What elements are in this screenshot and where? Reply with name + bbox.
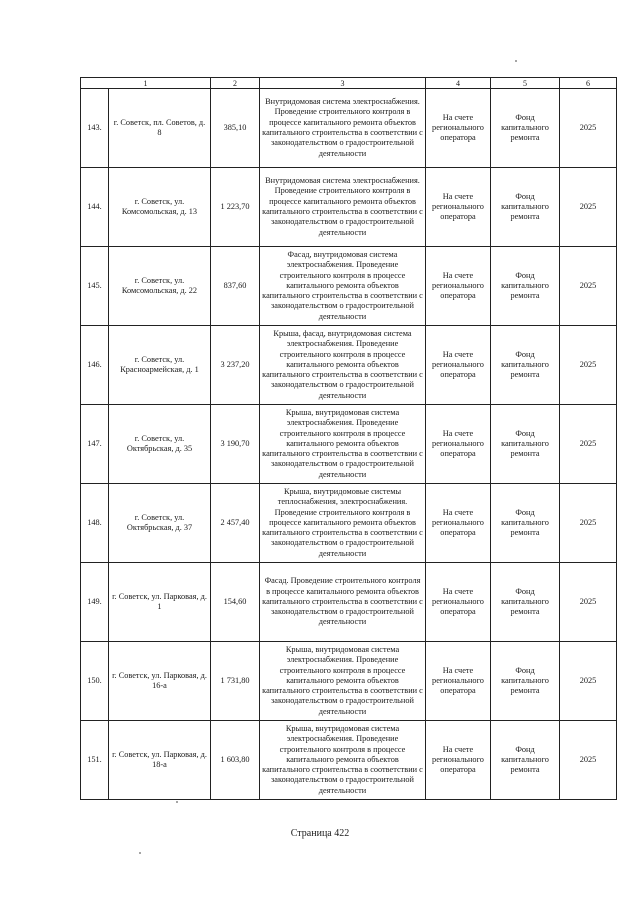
address-cell: г. Советск, ул. Комсомольская, д. 13	[109, 168, 211, 247]
column-number-6: 6	[560, 78, 617, 89]
table-row	[81, 721, 617, 800]
row-number: 145.	[81, 247, 109, 326]
works-cell: Внутридомовая система электроснабжения. Проведение строительного контроля в процессе капитального ремонта объектов капитального строительства в соответствии с законодательством о градостроительной деятельности	[260, 168, 426, 247]
year-cell: 2025	[560, 247, 617, 326]
row-number: 148.	[81, 484, 109, 563]
area-cell: 154,60	[211, 563, 260, 642]
fund-cell: Фонд капитального ремонта	[491, 642, 560, 721]
row-number: 146.	[81, 326, 109, 405]
area-cell: 3 190,70	[211, 405, 260, 484]
funding-source-cell: На счете регионального оператора	[426, 484, 491, 563]
works-cell: Крыша, внутридомовые системы теплоснабжения, электроснабжения. Проведение строительного контроля в процессе капитального ремонта объектов капитального строительства в соответствии с законодательством о градостроительной деятельности	[260, 484, 426, 563]
fund-cell: Фонд капитального ремонта	[491, 484, 560, 563]
funding-source-cell: На счете регионального оператора	[426, 326, 491, 405]
fund-cell: Фонд капитального ремонта	[491, 563, 560, 642]
column-number-2: 2	[211, 78, 260, 89]
table-row	[81, 405, 617, 484]
table-row	[81, 326, 617, 405]
year-cell: 2025	[560, 89, 617, 168]
table-row	[81, 484, 617, 563]
funding-source-cell: На счете регионального оператора	[426, 721, 491, 800]
fund-cell: Фонд капитального ремонта	[491, 326, 560, 405]
row-number: 144.	[81, 168, 109, 247]
fund-cell: Фонд капитального ремонта	[491, 405, 560, 484]
area-cell: 385,10	[211, 89, 260, 168]
fund-cell: Фонд капитального ремонта	[491, 89, 560, 168]
column-number-1: 1	[81, 78, 211, 89]
row-number: 150.	[81, 642, 109, 721]
scan-speck	[515, 60, 517, 62]
works-cell: Внутридомовая система электроснабжения. Проведение строительного контроля в процессе капитального ремонта объектов капитального строительства в соответствии с законодательством о градостроительной деятельности	[260, 89, 426, 168]
repair-program-table	[80, 77, 617, 800]
column-number-row	[81, 78, 617, 89]
table-row	[81, 168, 617, 247]
table-row	[81, 642, 617, 721]
area-cell: 1 731,80	[211, 642, 260, 721]
address-cell: г. Советск, ул. Парковая, д. 18-а	[109, 721, 211, 800]
works-cell: Фасад. Проведение строительного контроля в процессе капитального ремонта объектов капитального строительства в соответствии с законодательством о градостроительной деятельности	[260, 563, 426, 642]
year-cell: 2025	[560, 405, 617, 484]
scan-speck	[139, 852, 141, 854]
area-cell: 837,60	[211, 247, 260, 326]
year-cell: 2025	[560, 326, 617, 405]
column-number-5: 5	[491, 78, 560, 89]
table-row	[81, 89, 617, 168]
row-number: 143.	[81, 89, 109, 168]
address-cell: г. Советск, ул. Октябрьская, д. 37	[109, 484, 211, 563]
row-number: 149.	[81, 563, 109, 642]
year-cell: 2025	[560, 563, 617, 642]
works-cell: Крыша, фасад, внутридомовая система электроснабжения. Проведение строительного контроля в процессе капитального ремонта объектов капитального строительства в соответствии с законодательством о градостроительной деятельности	[260, 326, 426, 405]
works-cell: Крыша, внутридомовая система электроснабжения. Проведение строительного контроля в процессе капитального ремонта объектов капитального строительства в соответствии с законодательством о градостроительной деятельности	[260, 721, 426, 800]
column-number-4: 4	[426, 78, 491, 89]
funding-source-cell: На счете регионального оператора	[426, 405, 491, 484]
funding-source-cell: На счете регионального оператора	[426, 563, 491, 642]
address-cell: г. Советск, ул. Парковая, д. 16-а	[109, 642, 211, 721]
address-cell: г. Советск, пл. Советов, д. 8	[109, 89, 211, 168]
funding-source-cell: На счете регионального оператора	[426, 642, 491, 721]
scan-speck	[176, 801, 178, 803]
year-cell: 2025	[560, 642, 617, 721]
fund-cell: Фонд капитального ремонта	[491, 721, 560, 800]
works-cell: Крыша, внутридомовая система электроснабжения. Проведение строительного контроля в процессе капитального ремонта объектов капитального строительства в соответствии с законодательством о градостроительной деятельности	[260, 405, 426, 484]
area-cell: 3 237,20	[211, 326, 260, 405]
page-number: Страница 422	[290, 828, 350, 839]
table-row	[81, 247, 617, 326]
area-cell: 1 223,70	[211, 168, 260, 247]
table-row	[81, 563, 617, 642]
area-cell: 2 457,40	[211, 484, 260, 563]
area-cell: 1 603,80	[211, 721, 260, 800]
fund-cell: Фонд капитального ремонта	[491, 168, 560, 247]
address-cell: г. Советск, ул. Парковая, д. 1	[109, 563, 211, 642]
works-cell: Крыша, внутридомовая система электроснабжения. Проведение строительного контроля в процессе капитального ремонта объектов капитального строительства в соответствии с законодательством о градостроительной деятельности	[260, 642, 426, 721]
funding-source-cell: На счете регионального оператора	[426, 247, 491, 326]
funding-source-cell: На счете регионального оператора	[426, 168, 491, 247]
address-cell: г. Советск, ул. Красноармейская, д. 1	[109, 326, 211, 405]
row-number: 151.	[81, 721, 109, 800]
year-cell: 2025	[560, 168, 617, 247]
works-cell: Фасад, внутридомовая система электроснабжения. Проведение строительного контроля в процессе капитального ремонта объектов капитального строительства в соответствии с законодательством о градостроительной деятельности	[260, 247, 426, 326]
fund-cell: Фонд капитального ремонта	[491, 247, 560, 326]
funding-source-cell: На счете регионального оператора	[426, 89, 491, 168]
address-cell: г. Советск, ул. Октябрьская, д. 35	[109, 405, 211, 484]
address-cell: г. Советск, ул. Комсомольская, д. 22	[109, 247, 211, 326]
column-number-3: 3	[260, 78, 426, 89]
year-cell: 2025	[560, 721, 617, 800]
year-cell: 2025	[560, 484, 617, 563]
row-number: 147.	[81, 405, 109, 484]
